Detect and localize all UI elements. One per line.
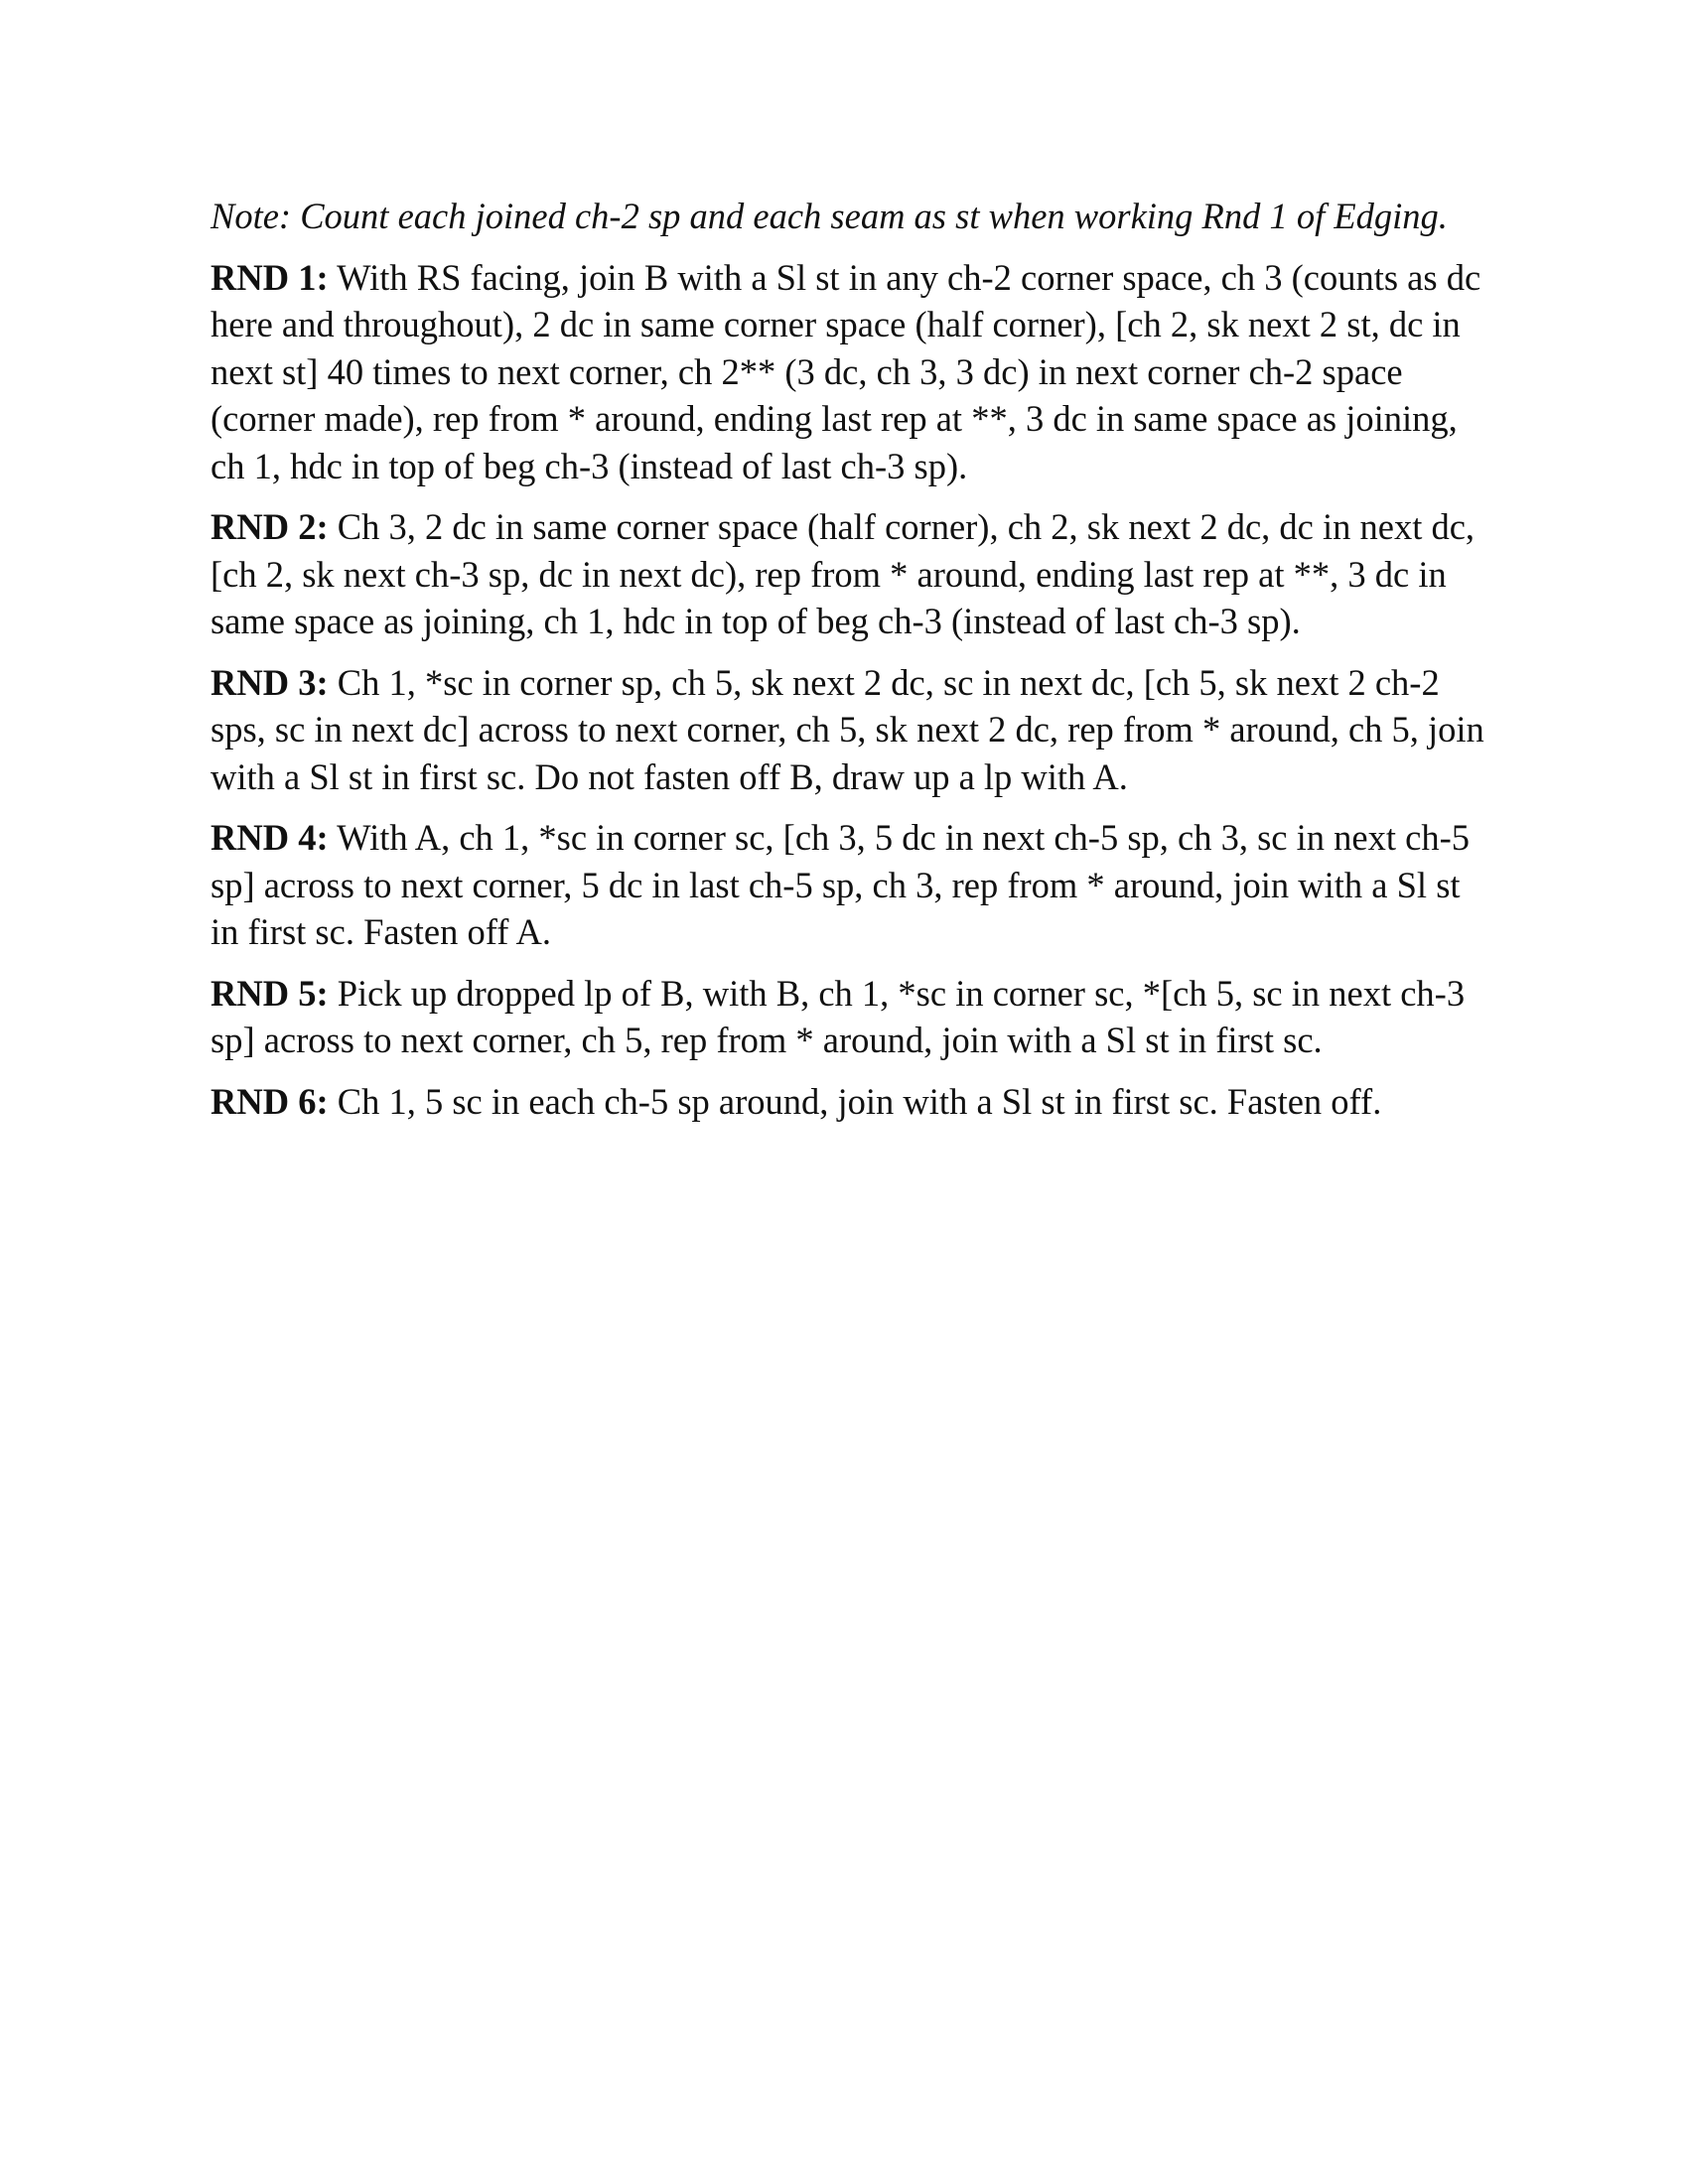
round-5-paragraph [211, 970, 1491, 1064]
round-2-paragraph [211, 503, 1491, 645]
round-1-text: With RS facing, join B with a Sl st in any ch-2 corner space, ch 3 (counts as dc here and throughout), 2 dc in same corner space (half corner), [ch 2, sk next 2 st, dc in next st] 40 times to next corner, ch 2** (3 dc, ch 3, 3 dc) in next corner ch-2 space (corner made), rep from * around, ending last rep at **, 3 dc in same space as joining, ch 1, hdc in top of beg ch-3 (instead of last ch-3 sp). [211, 256, 1481, 486]
edging-note: Note: Count each joined ch-2 sp and each seam as st when working Rnd 1 of Edging. [211, 196, 1448, 236]
round-1-paragraph [211, 254, 1491, 490]
round-2-label: RND 2: [211, 506, 329, 547]
round-4-paragraph [211, 814, 1491, 956]
round-2-text: Ch 3, 2 dc in same corner space (half corner), ch 2, sk next 2 dc, dc in next dc, [ch 2, sk next ch-3 sp, dc in next dc), rep from * around, ending last rep at **, 3 dc in same space as joining, ch 1, hdc in top of beg ch-3 (instead of last ch-3 sp). [211, 506, 1476, 641]
round-6-paragraph [211, 1078, 1491, 1126]
round-5-text: Pick up dropped lp of B, with B, ch 1, *sc in corner sc, *[ch 5, sc in next ch-3 sp] across to next corner, ch 5, rep from * around, join with a Sl st in first sc. [211, 972, 1466, 1060]
round-5-label: RND 5: [211, 972, 329, 1014]
round-6-label: RND 6: [211, 1080, 329, 1122]
round-3-label: RND 3: [211, 661, 329, 703]
document-page [211, 193, 1491, 1139]
round-1-label: RND 1: [211, 256, 329, 298]
round-3-text: Ch 1, *sc in corner sp, ch 5, sk next 2 dc, sc in next dc, [ch 5, sk next 2 ch-2 sps, sc in next dc] across to next corner, ch 5, sk next 2 dc, rep from * around, ch 5, join with a Sl st in first sc. Do not fasten off B, draw up a lp with A. [211, 661, 1484, 797]
round-4-text: With A, ch 1, *sc in corner sc, [ch 3, 5 dc in next ch-5 sp, ch 3, sc in next ch-5 sp] across to next corner, 5 dc in last ch-5 sp, ch 3, rep from * around, join with a Sl st in first sc. Fasten off A. [211, 817, 1470, 952]
round-3-paragraph [211, 659, 1491, 801]
round-4-label: RND 4: [211, 817, 329, 858]
round-6-text: Ch 1, 5 sc in each ch-5 sp around, join with a Sl st in first sc. Fasten off. [337, 1080, 1382, 1122]
